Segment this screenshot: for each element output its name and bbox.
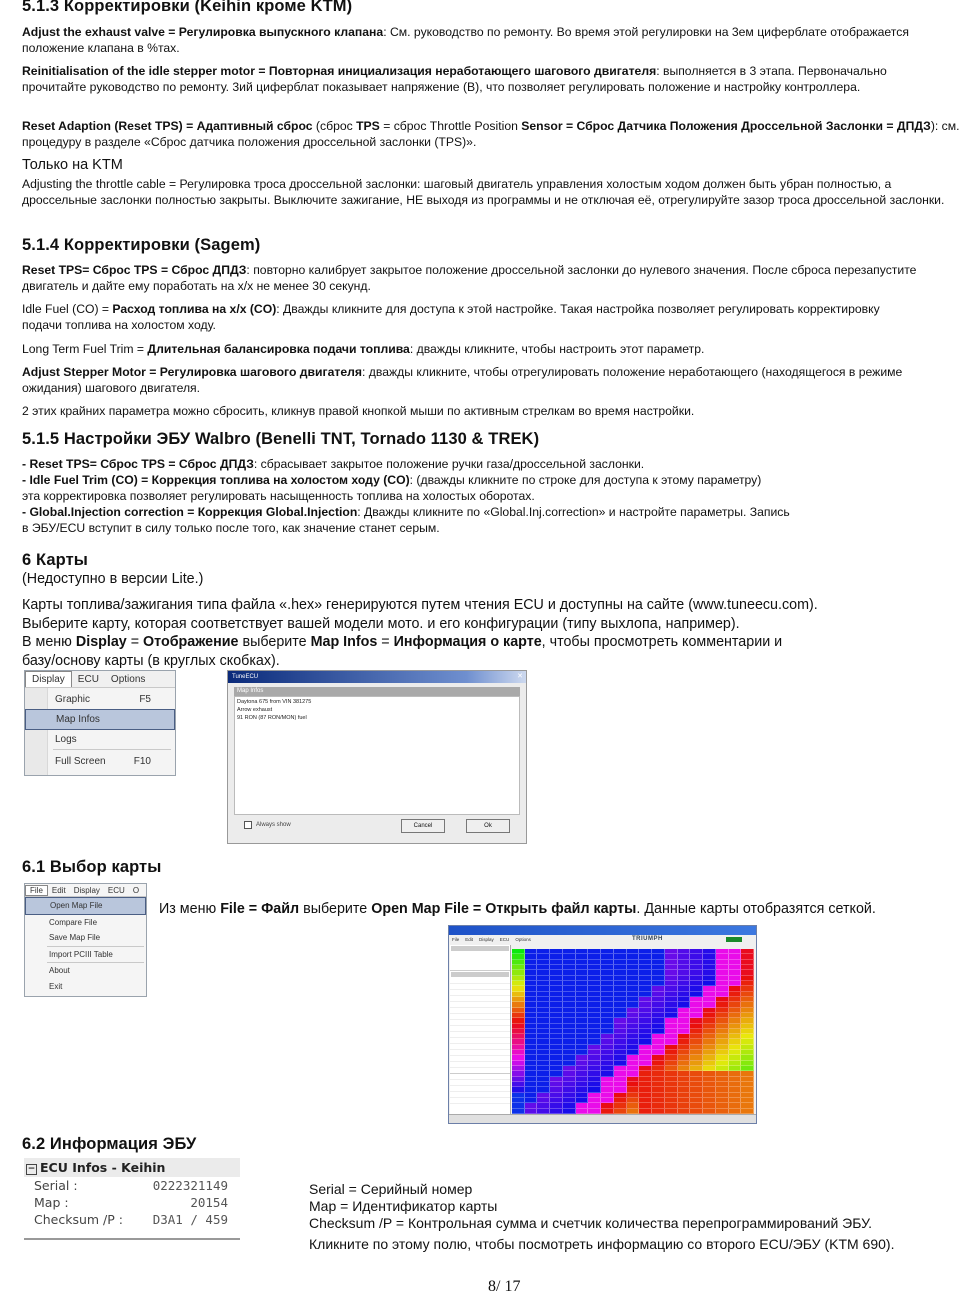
paragraph-reset-note: 2 этих крайних параметра можно сбросить, кликнув правой кнопкой мыши по активным стрелкам во время настройки. — [22, 404, 695, 418]
label: Graphic — [55, 694, 91, 705]
label: Full Screen — [55, 756, 106, 767]
term: - Global.Injection correction = Коррекция Global.Injection — [22, 505, 358, 519]
ecu-infos-header[interactable] — [24, 1158, 240, 1177]
text: : дважды кликните, чтобы настроить этот параметр. — [409, 342, 705, 356]
menu-separator — [53, 749, 171, 750]
menu-bar — [25, 671, 175, 688]
menu-bar — [449, 935, 756, 944]
menu-ecu[interactable]: ECU — [77, 673, 99, 685]
text: : выполняется в 3 этапа. Первоначально прочитайте руководство по ремонту. 3ий циферблат показывает напряжение (В), что позволяет регулировать положение и настройку контроллера. — [22, 64, 887, 94]
term: - Reset TPS= Сброс TPS = Сброс ДПДЗ — [22, 457, 254, 471]
dialog-header: Map Infos — [234, 687, 520, 696]
file-menu-screenshot — [24, 883, 147, 997]
legend-line: Кликните по этому полю, чтобы посмотреть информацию со второго ECU/ЭБУ (KTM 690). — [309, 1236, 895, 1252]
menu-options[interactable]: Options — [110, 673, 146, 685]
menu-item-compare-file[interactable]: Compare File — [49, 917, 98, 927]
shortcut: F10 — [133, 756, 151, 767]
menu-item-exit[interactable]: Exit — [49, 981, 63, 991]
menu-edit[interactable]: Edit — [51, 885, 66, 895]
term: Idle Fuel (CO) = — [22, 302, 113, 316]
value: 0222321149 — [152, 1178, 228, 1193]
connection-indicator — [726, 937, 742, 942]
maps-intro — [22, 596, 962, 670]
paragraph-adjust-stepper — [22, 364, 922, 396]
label: Logs — [55, 734, 77, 745]
menu-ecu[interactable]: ECU — [107, 885, 125, 895]
text: В меню — [22, 634, 76, 650]
text: : сбрасывает закрытое положение ручки газа/дроссельной заслонки. — [253, 457, 645, 471]
cancel-button[interactable]: Cancel — [401, 819, 445, 833]
menu-item-about[interactable]: About — [49, 966, 70, 975]
text: = — [377, 634, 394, 650]
paragraph-reset-adaption — [22, 118, 962, 150]
menu-file[interactable]: File — [25, 885, 48, 896]
ktm-only-heading: Только на KTM — [22, 157, 123, 173]
paragraph-idle-fuel — [22, 301, 922, 333]
menu-edit[interactable]: Edit — [465, 937, 474, 942]
menu-display[interactable]: Display — [73, 885, 100, 895]
text: : См. руководство по ремонту. Во время этой регулировки на 3ем циферблате отображается положение клапана в %тах. — [22, 25, 909, 55]
term: File = Файл — [220, 901, 300, 917]
label: Map Infos — [56, 714, 100, 725]
page-number: 8/ 17 — [488, 1278, 521, 1295]
section-heading-6-1: 6.1 Выбор карты — [22, 858, 162, 876]
term: Open Map File = Открыть файл карты — [371, 901, 637, 917]
text-line: базу/основу карты (в круглых скобках). — [22, 652, 280, 669]
text: выберите — [238, 634, 311, 650]
info-line: 91 RON (87 RON/MON) fuel — [237, 715, 307, 721]
term: Adjust Stepper Motor = — [22, 365, 160, 379]
legend-line: Checksum /P = Контрольная сумма и счетчик количества перепрограммирований ЭБУ. — [309, 1215, 873, 1231]
ecu-infos-panel[interactable] — [24, 1158, 240, 1240]
menu-file[interactable]: File — [452, 937, 460, 942]
text: : дважды кликните, чтобы отрегулировать положение неработающего (находящегося в режиме ожидания) шагового двигателя. — [22, 365, 903, 395]
paragraph-throttle-cable: Adjusting the throttle cable = Регулировка троса дроссельной заслонки: шаговый двигатель управления холостым ходом должен быть убран полностью, а дроссельные заслонки полностью закрыты. Выключите зажигание, НЕ выходя из программы и не отключая её, отрегулируйте зазор троса дроссельной заслонки. — [22, 177, 945, 207]
text: . Данные карты отобразятся сеткой. — [636, 901, 876, 917]
value: 20154 — [190, 1195, 228, 1210]
side-panel — [450, 945, 511, 1114]
status-bar — [449, 1114, 756, 1123]
term: TPS — [356, 119, 380, 133]
brand-logo: TRIUMPH — [632, 936, 663, 942]
term: Регулировка шагового двигателя — [159, 365, 362, 379]
map-info-text — [234, 696, 520, 815]
always-show-checkbox[interactable] — [244, 821, 291, 829]
term: Sensor = Сброс Датчика Положения Дроссельной Заслонки = ДПДЗ — [521, 119, 931, 133]
text: Из меню — [159, 901, 221, 917]
menu-item-save-map-file[interactable]: Save Map File — [49, 933, 101, 942]
section-heading-5-1-5: 5.1.5 Настройки ЭБУ Walbro (Benelli TNT, Tornado 1130 & TREK) — [22, 430, 540, 448]
shortcut: F5 — [139, 694, 151, 705]
term: Информация о карте — [393, 634, 542, 650]
term: Reset Adaption (Reset TPS) = Адаптивный сброс — [22, 119, 313, 133]
menu-ecu[interactable]: ECU — [499, 937, 510, 942]
term: Сброс TPS = Сброс ДПДЗ — [92, 263, 247, 277]
menu-item-full-screen[interactable] — [25, 752, 175, 771]
menu-display[interactable]: Display — [479, 937, 494, 942]
list-item — [22, 472, 962, 488]
term: Long Term Fuel Trim = — [22, 342, 148, 356]
text-line: Выберите карту, которая соответствует вашей модели мото. и его конфигурации (типу выхлопа, например). — [22, 615, 740, 632]
paragraph-reset-tps — [22, 262, 952, 294]
menu-options[interactable]: O — [132, 885, 140, 895]
term: Reinitialisation of the idle stepper motor = Повторная инициализация неработающего шагового двигателя — [22, 64, 657, 78]
dialog-title: TuneECU — [228, 671, 526, 683]
fuel-map-grid[interactable] — [512, 949, 754, 1114]
checkbox-label: Always show — [256, 822, 291, 828]
text: : Дважды кликните для доступа к этой настройке. Такая настройка позволяет регулировать корректировку подачи топлива на холостом ходу. — [22, 302, 880, 332]
ecu-row-checksum — [24, 1211, 240, 1228]
legend-line: Serial = Серийный номер — [309, 1181, 473, 1197]
text: выберите — [299, 901, 372, 917]
menu-item-open-map-file[interactable]: Open Map File — [25, 897, 146, 915]
section-heading-5-1-4: 5.1.4 Корректировки (Sagem) — [22, 236, 261, 254]
section-heading-5-1-3: 5.1.3 Корректировки (Keihin кроме KTM) — [22, 0, 353, 15]
checkbox-icon — [244, 821, 252, 829]
label: Map : — [34, 1195, 69, 1210]
term: Длительная балансировка подачи топлива — [147, 342, 410, 356]
term: Map Infos — [310, 634, 378, 650]
text-line — [22, 633, 962, 652]
text: = сброс Throttle Position — [379, 119, 522, 133]
term: Display — [75, 634, 127, 650]
collapse-icon[interactable]: − — [27, 1164, 36, 1174]
ok-button[interactable]: Ok — [466, 819, 510, 833]
menu-item-graphic[interactable] — [25, 690, 175, 709]
map-info-dialog-screenshot — [227, 670, 527, 844]
menu-bar — [25, 884, 146, 897]
label: Checksum /P : — [34, 1212, 123, 1227]
menu-item-logs[interactable] — [25, 730, 175, 749]
term: Отображение — [143, 634, 239, 650]
list-item-cont: эта корректировка позволяет регулировать насыщенность топлива на холостых оборотах. — [22, 489, 535, 503]
menu-item-map-infos[interactable] — [25, 709, 175, 730]
text: : повторно калибрует закрытое положение дроссельной заслонки до нулевого значения. После сброса перезапустите двигатель и дайте ему поработать на х/х не менее 30 секунд. — [22, 263, 917, 293]
menu-item-import-pciii[interactable]: Import PCIII Table — [49, 949, 113, 959]
term: Reset TPS= — [22, 263, 93, 277]
info-line: Daytona 675 from VIN 381275 — [237, 699, 312, 705]
text: (сброс — [312, 119, 357, 133]
label: Serial : — [34, 1178, 78, 1193]
text: = — [126, 634, 144, 650]
paragraph-long-term-fuel-trim — [22, 341, 952, 357]
display-menu-screenshot — [24, 670, 176, 776]
paragraph-exhaust-valve — [22, 24, 952, 56]
paragraph-idle-stepper — [22, 63, 952, 95]
section-heading-6: 6 Карты — [22, 551, 88, 569]
value: D3A1 / 459 — [152, 1212, 228, 1227]
term: Adjust the exhaust valve = Регулировка выпускного клапана — [22, 25, 384, 39]
section-heading-6-2: 6.2 Информация ЭБУ — [22, 1135, 197, 1153]
ecu-row-serial — [24, 1177, 240, 1194]
text: : (дважды кликните по строке для доступа к этому параметру) — [409, 473, 762, 487]
list-item-cont: в ЭБУ/ECU вступит в силу только после того, как значение станет серым. — [22, 521, 440, 535]
text: : Дважды кликните по «Global.Inj.correction» и настройте параметры. Запись — [357, 505, 790, 519]
lite-note: (Недоступно в версии Lite.) — [22, 571, 204, 587]
list-item — [22, 504, 962, 520]
text: , чтобы просмотреть комментарии и — [541, 634, 783, 650]
ecu-infos-title: ECU Infos - Keihin — [40, 1160, 166, 1175]
window-title-bar — [449, 926, 756, 935]
text: ): см. процедуру в разделе «Сброс датчика положения дроссельной заслонки (TPS)». — [22, 119, 960, 149]
ecu-legend — [309, 1181, 894, 1253]
term: Расход топлива на х/х (CO) — [112, 302, 277, 316]
menu-display[interactable]: Display — [25, 671, 72, 687]
text-line: Карты топлива/зажигания типа файла «.hex» генерируются путем чтения ECU и доступны на сайте (www.tuneecu.com). — [22, 597, 818, 613]
close-icon[interactable]: ✕ — [517, 673, 523, 680]
map-grid-screenshot — [448, 925, 757, 1124]
menu-options[interactable]: Options — [515, 937, 531, 942]
legend-line: Map = Идентификатор карты — [309, 1198, 498, 1214]
list-item — [22, 456, 962, 472]
walbro-list — [22, 456, 962, 536]
term: - Idle Fuel Trim (CO) = Коррекция топлива на холостом ходу (CO) — [22, 473, 410, 487]
open-map-instruction — [159, 900, 876, 919]
ecu-row-map — [24, 1194, 240, 1211]
info-line: Arrow exhaust — [237, 707, 273, 713]
